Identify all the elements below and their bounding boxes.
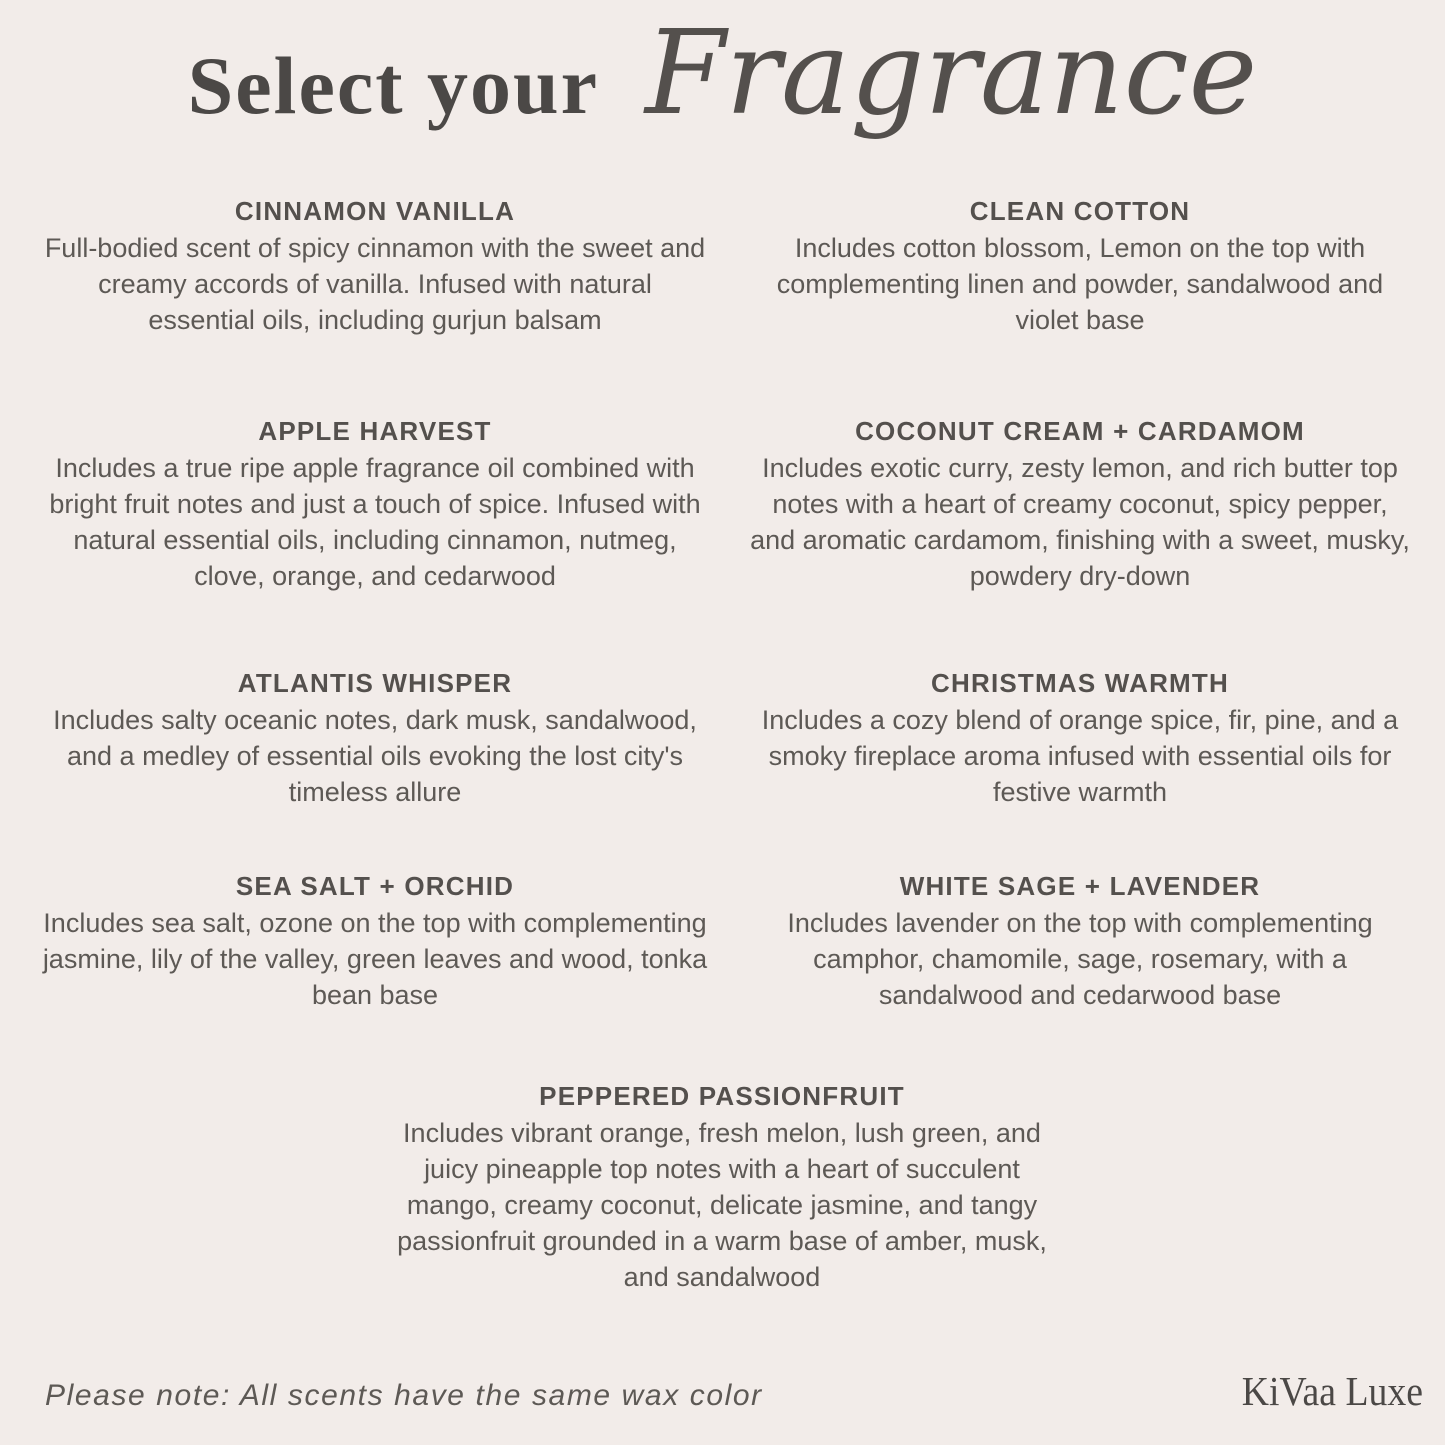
fragrance-name: CINNAMON VANILLA	[234, 196, 516, 226]
fragrance-description: Includes vibrant orange, fresh melon, lush green, and juicy pineapple top notes with a heart of succulent mango, creamy coconut, delicate jasmine, and tangy passionfruit grounded in a warm base of amber, musk, and sandalwood	[397, 1118, 1047, 1292]
fragrance-name: APPLE HARVEST	[258, 416, 492, 446]
brand-logo: KiVaa Luxe	[1241, 1368, 1423, 1414]
fragrance-section-apple-harvest	[42, 413, 708, 594]
fragrance-name: CHRISTMAS WARMTH	[931, 668, 1229, 698]
title-regular-text: Select your	[187, 40, 600, 131]
fragrance-description: Full-bodied scent of spicy cinnamon with the sweet and creamy accords of vanilla. Infused with natural essential oils, including gurjun balsam	[44, 233, 706, 335]
fragrance-section-sea-salt-orchid	[42, 868, 708, 1013]
fragrance-description: Includes lavender on the top with complementing camphor, chamomile, sage, rosemary, with a sandalwood and cedarwood base	[787, 908, 1373, 1010]
fragrance-section-clean-cotton	[750, 193, 1410, 338]
fragrance-name: ATLANTIS WHISPER	[237, 668, 513, 698]
fragrance-description: Includes a true ripe apple fragrance oil combined with bright fruit notes and just a touch of spice. Infused with natural essential oils, including cinnamon, nutmeg, clove, orange, and cedarwood	[49, 453, 701, 591]
fragrance-name: COCONUT CREAM + CARDAMOM	[855, 416, 1305, 446]
fragrance-name: SEA SALT + ORCHID	[235, 871, 515, 901]
page-title	[0, 6, 1445, 141]
fragrance-section-white-sage-lavender	[750, 868, 1410, 1013]
fragrance-description: Includes cotton blossom, Lemon on the top with complementing linen and powder, sandalwood and violet base	[776, 233, 1384, 335]
page-footer	[45, 1367, 1423, 1415]
fragrance-section-coconut-cream-cardamom	[750, 413, 1410, 594]
fragrance-description: Includes salty oceanic notes, dark musk, sandalwood, and a medley of essential oils evoking the lost city's timeless allure	[53, 705, 697, 807]
fragrance-section-cinnamon-vanilla	[42, 193, 708, 338]
fragrance-description: Includes sea salt, ozone on the top with complementing jasmine, lily of the valley, green leaves and wood, tonka bean base	[42, 908, 708, 1010]
fragrance-section-christmas-warmth	[750, 665, 1410, 810]
fragrance-section-atlantis-whisper	[42, 665, 708, 810]
title-script-text: Fragrance	[645, 6, 1258, 141]
fragrance-description: Includes exotic curry, zesty lemon, and rich butter top notes with a heart of creamy coconut, spicy pepper, and aromatic cardamom, finishing with a sweet, musky, powdery dry-down	[750, 453, 1410, 591]
fragrance-description: Includes a cozy blend of orange spice, fir, pine, and a smoky fireplace aroma infused with essential oils for festive warmth	[761, 705, 1399, 807]
fragrance-section-peppered-passionfruit	[392, 1078, 1052, 1295]
fragrance-name: CLEAN COTTON	[969, 196, 1191, 226]
wax-color-note: Please note: All scents have the same wax color	[45, 1379, 763, 1412]
fragrance-name: PEPPERED PASSIONFRUIT	[539, 1081, 905, 1111]
fragrance-name: WHITE SAGE + LAVENDER	[899, 871, 1261, 901]
